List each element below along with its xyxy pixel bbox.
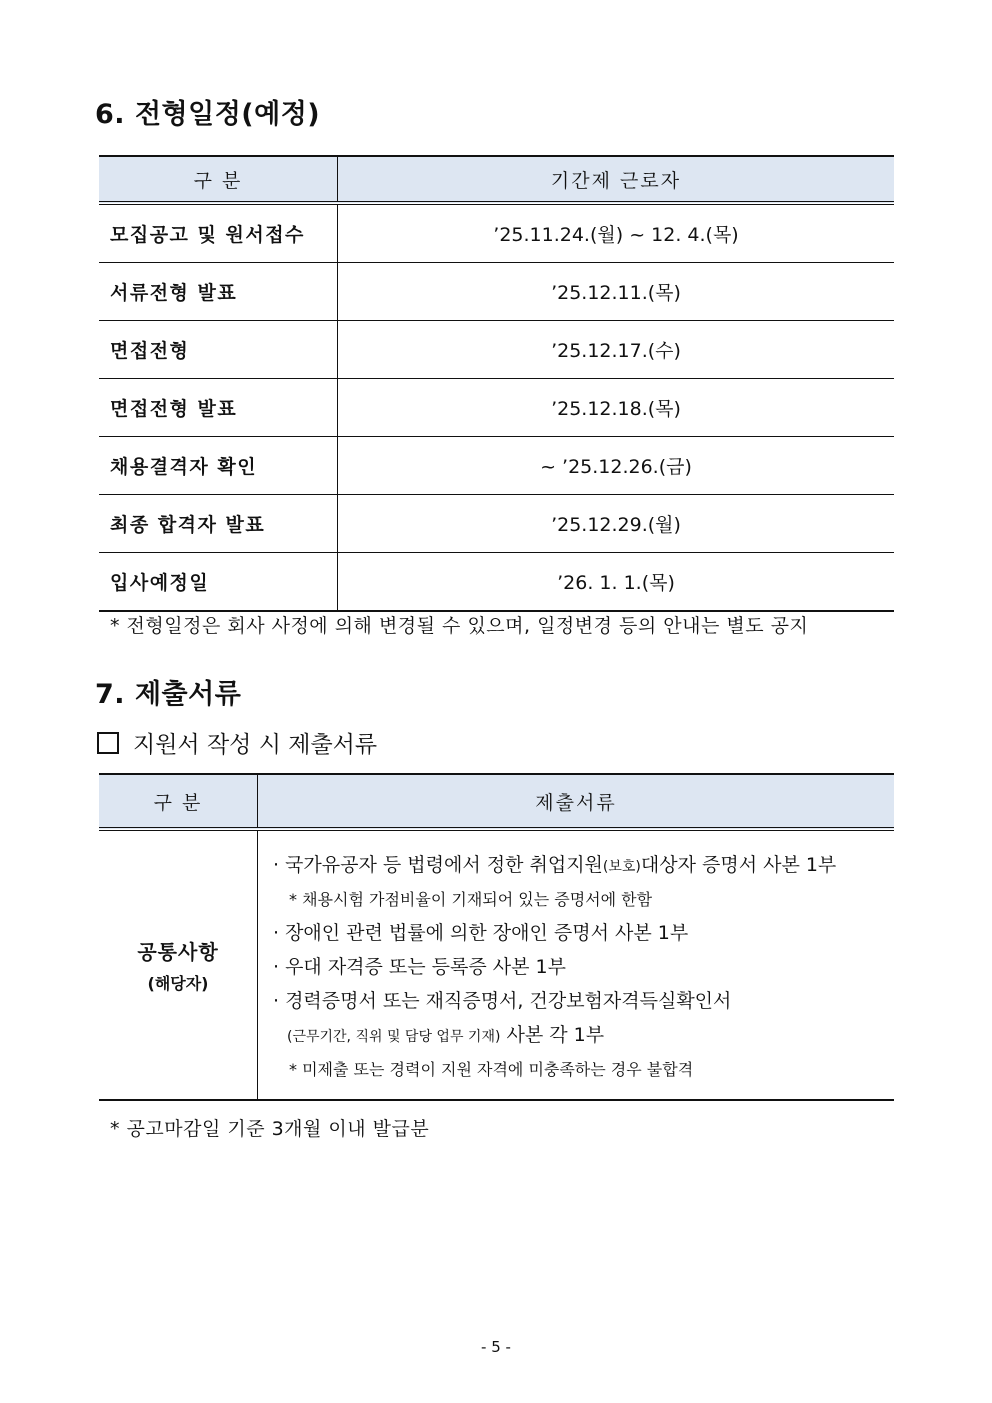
table-row [99, 263, 894, 321]
item-text: 사본 각 1부 [500, 1024, 605, 1046]
item-text: 대상자 증명서 사본 1부 [640, 854, 837, 876]
schedule-header-category: 구 분 [99, 156, 338, 203]
schedule-label: 면접전형 발표 [99, 379, 338, 437]
schedule-date: ’25.12.17.(수) [338, 321, 895, 379]
schedule-date: ’25.11.24.(월) ~ 12. 4.(목) [338, 203, 895, 263]
schedule-label: 면접전형 [99, 321, 338, 379]
schedule-date: ’25.12.18.(목) [338, 379, 895, 437]
list-item-note: * 채용시험 가점비율이 기재되어 있는 증명서에 한함 [289, 890, 653, 909]
table-row [99, 203, 894, 263]
schedule-label: 모집공고 및 원서접수 [99, 203, 338, 263]
schedule-label: 입사예정일 [99, 553, 338, 612]
documents-header-category: 구 분 [99, 774, 258, 829]
subtitle-text: 지원서 작성 시 제출서류 [133, 732, 378, 758]
section6-title: 6. 전형일정(예정) [95, 99, 321, 130]
category-main: 공통사항 [137, 940, 219, 964]
schedule-date: ’25.12.29.(월) [338, 495, 895, 553]
schedule-date: ~ ’25.12.26.(금) [338, 437, 895, 495]
section7-subtitle [97, 726, 377, 759]
schedule-label: 채용결격자 확인 [99, 437, 338, 495]
schedule-date: ’25.12.11.(목) [338, 263, 895, 321]
documents-note: * 공고마감일 기준 3개월 이내 발급분 [110, 1118, 430, 1140]
section7-title: 7. 제출서류 [95, 679, 242, 710]
table-row [99, 321, 894, 379]
documents-list-cell [258, 829, 895, 1100]
schedule-header-worker: 기간제 근로자 [338, 156, 895, 203]
checkbox-square-icon [97, 732, 119, 754]
schedule-date: ’26. 1. 1.(목) [338, 553, 895, 612]
list-item: · 장애인 관련 법률에 의한 장애인 증명서 사본 1부 [273, 922, 689, 944]
table-row [99, 553, 894, 612]
list-item: · 우대 자격증 또는 등록증 사본 1부 [273, 956, 566, 978]
item-small-text: (보호) [602, 859, 641, 875]
schedule-note: * 전형일정은 회사 사정에 의해 변경될 수 있으며, 일정변경 등의 안내는 별도 공지 [110, 615, 809, 637]
list-item: · 경력증명서 또는 재직증명서, 건강보험자격득실확인서 [273, 990, 732, 1012]
item-small-text: (근무기간, 직위 및 담당 업무 기재) [287, 1029, 501, 1045]
table-row [99, 379, 894, 437]
category-sub: (해당자) [147, 974, 209, 993]
list-item [273, 1018, 893, 1054]
table-row [99, 495, 894, 553]
table-row [99, 829, 894, 1100]
item-text: · 국가유공자 등 법령에서 정한 취업지원 [273, 854, 603, 876]
schedule-label: 서류전형 발표 [99, 263, 338, 321]
schedule-label: 최종 합격자 발표 [99, 495, 338, 553]
table-row [99, 437, 894, 495]
list-item [273, 848, 893, 884]
documents-category-cell [99, 829, 258, 1100]
documents-table [99, 773, 894, 1101]
list-item-note: * 미제출 또는 경력이 지원 자격에 미충족하는 경우 불합격 [289, 1060, 694, 1079]
page-number: - 5 - [481, 1338, 511, 1356]
schedule-table [99, 155, 894, 612]
documents-header-documents: 제출서류 [258, 774, 895, 829]
